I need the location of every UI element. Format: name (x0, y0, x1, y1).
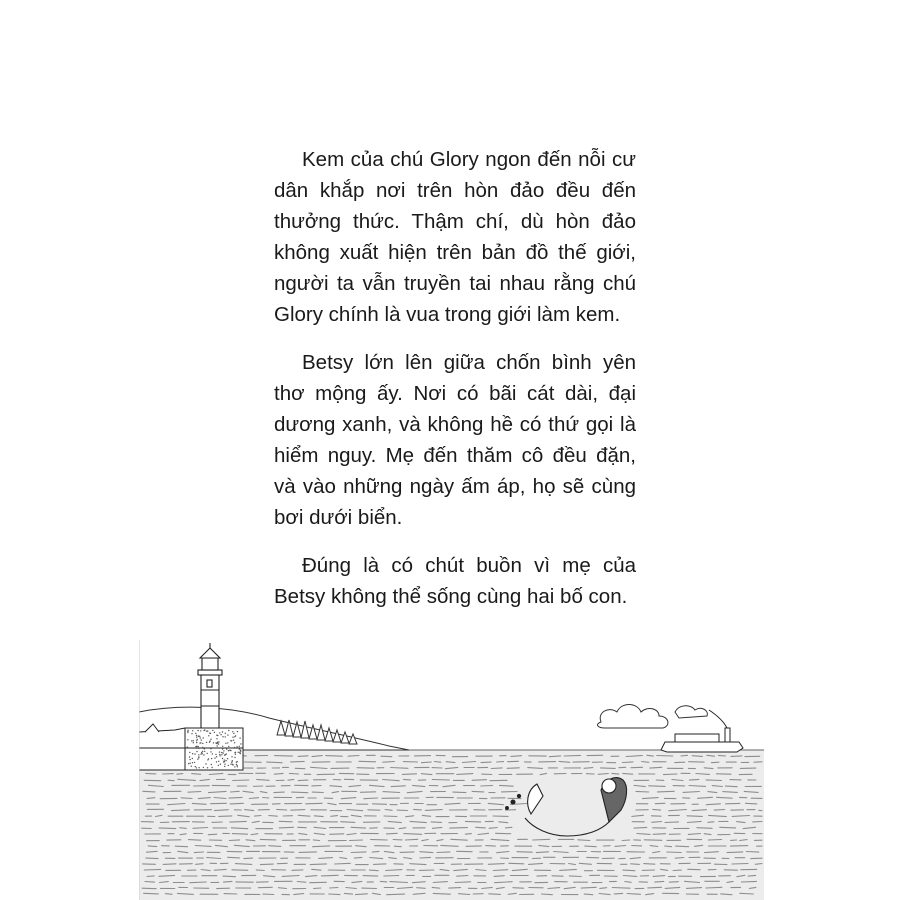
cloud (598, 705, 708, 729)
paragraph-3: Đúng là có chút buồn vì mẹ của Betsy không thể sống cùng hai bố con. (274, 554, 636, 608)
lighthouse (198, 643, 222, 732)
paragraph-1: Kem của chú Glory ngon đến nỗi cư dân khắp nơi trên hòn đảo đều đến thưởng thức. Thậm chí, dù hòn đảo không xuất hiện trên bản đồ thế giới, người ta vẫn truyền tai nhau rằng chú Glory chính là vua trong giới làm kem. (274, 148, 636, 326)
story-text (274, 144, 636, 629)
paragraph-2: Betsy lớn lên giữa chốn bình yên thơ mộng ấy. Nơi có bãi cát dài, đại dương xanh, và không hề có thứ gọi là hiểm nguy. Mẹ đến thăm cô đều đặn, và vào những ngày ấm áp, họ sẽ cùng bơi dưới biển. (274, 351, 636, 529)
sea (139, 750, 764, 900)
seascape-illustration (139, 640, 764, 900)
harbor-wall (139, 724, 243, 770)
